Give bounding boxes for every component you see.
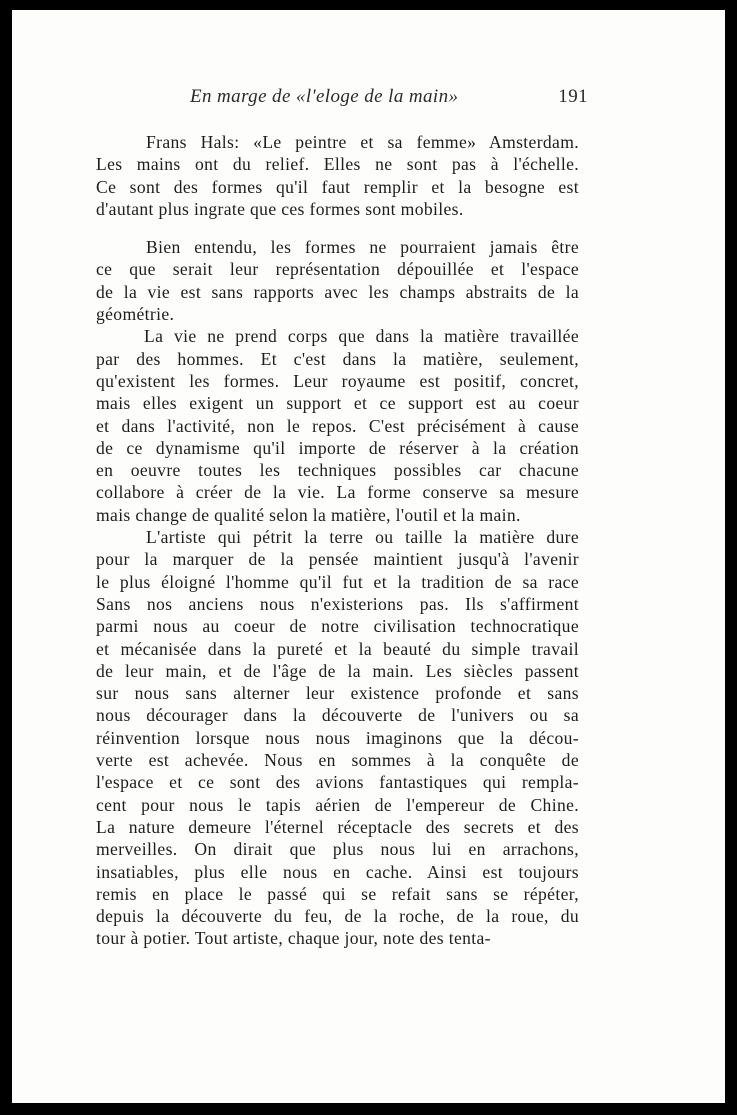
text-line: mais elles exigent un support et ce support est au coeur — [96, 393, 579, 414]
text-line: géométrie. — [96, 304, 175, 325]
text-line: L'artiste qui pétrit la terre ou taille la matière dure — [146, 527, 579, 548]
paragraph — [96, 325, 579, 526]
text-line: ce que serait leur représentation dépouillée et l'espace — [96, 259, 579, 280]
text-line: merveilles. On dirait que plus nous lui en arrachons, — [96, 839, 579, 860]
paragraph — [96, 526, 579, 950]
text-line: réinvention lorsque nous nous imaginons que la décou- — [96, 727, 579, 748]
text-line: remis en place le passé qui se refait sans se répéter, — [96, 883, 579, 904]
text-line: Sans nos anciens nous n'existerions pas. Ils s'affirment — [96, 593, 579, 614]
text-line: La nature demeure l'éternel réceptacle des secrets et des — [96, 816, 579, 837]
paragraph-gap — [96, 220, 579, 236]
body-text — [96, 131, 579, 950]
text-line: qu'existent les formes. Leur royaume est positif, concret, — [96, 370, 579, 391]
text-line: tour à potier. Tout artiste, chaque jour, note des tenta- — [96, 928, 491, 949]
text-line: depuis la découverte du feu, de la roche, de la roue, du — [96, 906, 579, 927]
text-line: d'autant plus ingrate que ces formes sont mobiles. — [96, 198, 464, 219]
text-line: parmi nous au coeur de notre civilisation technocratique — [96, 616, 579, 637]
text-line: Bien entendu, les formes ne pourraient jamais être — [146, 237, 579, 258]
text-line: Ce sont des formes qu'il faut remplir et la besogne est — [96, 176, 579, 197]
text-line: La vie ne prend corps que dans la matière travaillée — [144, 326, 579, 347]
book-page — [12, 10, 725, 1103]
text-line: de ce dynamisme qu'il importe de réserver à la création — [96, 437, 579, 458]
text-line: verte est achevée. Nous en sommes à la conquête de — [96, 750, 579, 771]
text-line: sur nous sans alterner leur existence profonde et sans — [96, 683, 579, 704]
text-line: et mécanisée dans la pureté et la beauté du simple travail — [96, 638, 579, 659]
text-line: nous décourager dans la découverte de l'univers ou sa — [96, 705, 579, 726]
text-line: par des hommes. Et c'est dans la matière, seulement, — [96, 348, 579, 369]
paragraph — [96, 131, 579, 220]
text-line: pour la marquer de la pensée maintient jusqu'à l'avenir — [96, 549, 579, 570]
text-line: en oeuvre toutes les techniques possibles car chacune — [96, 460, 579, 481]
text-line: Frans Hals: «Le peintre et sa femme» Amsterdam. — [146, 132, 579, 152]
text-line: Les mains ont du relief. Elles ne sont pas à l'échelle. — [96, 154, 579, 175]
running-title: En marge de «l'eloge de la main» — [190, 86, 459, 107]
text-line: de la vie est sans rapports avec les champs abstraits de la — [96, 281, 579, 302]
text-line: cent pour nous le tapis aérien de l'empereur de Chine. — [96, 794, 579, 815]
text-line: le plus éloigné l'homme qu'il fut et la tradition de sa race — [96, 571, 579, 592]
text-line: collabore à créer de la vie. La forme conserve sa mesure — [96, 482, 579, 503]
running-header — [190, 86, 588, 108]
page-number: 191 — [558, 86, 588, 107]
text-line: de leur main, et de l'âge de la main. Les siècles passent — [96, 660, 579, 681]
text-line: et dans l'activité, non le repos. C'est précisément à cause — [96, 415, 579, 436]
text-line: mais change de qualité selon la matière, l'outil et la main. — [96, 504, 521, 525]
paragraph — [96, 236, 579, 325]
text-line: l'espace et ce sont des avions fantastiques qui rempla- — [96, 772, 579, 793]
text-line: insatiables, plus elle nous en cache. Ainsi est toujours — [96, 861, 579, 882]
